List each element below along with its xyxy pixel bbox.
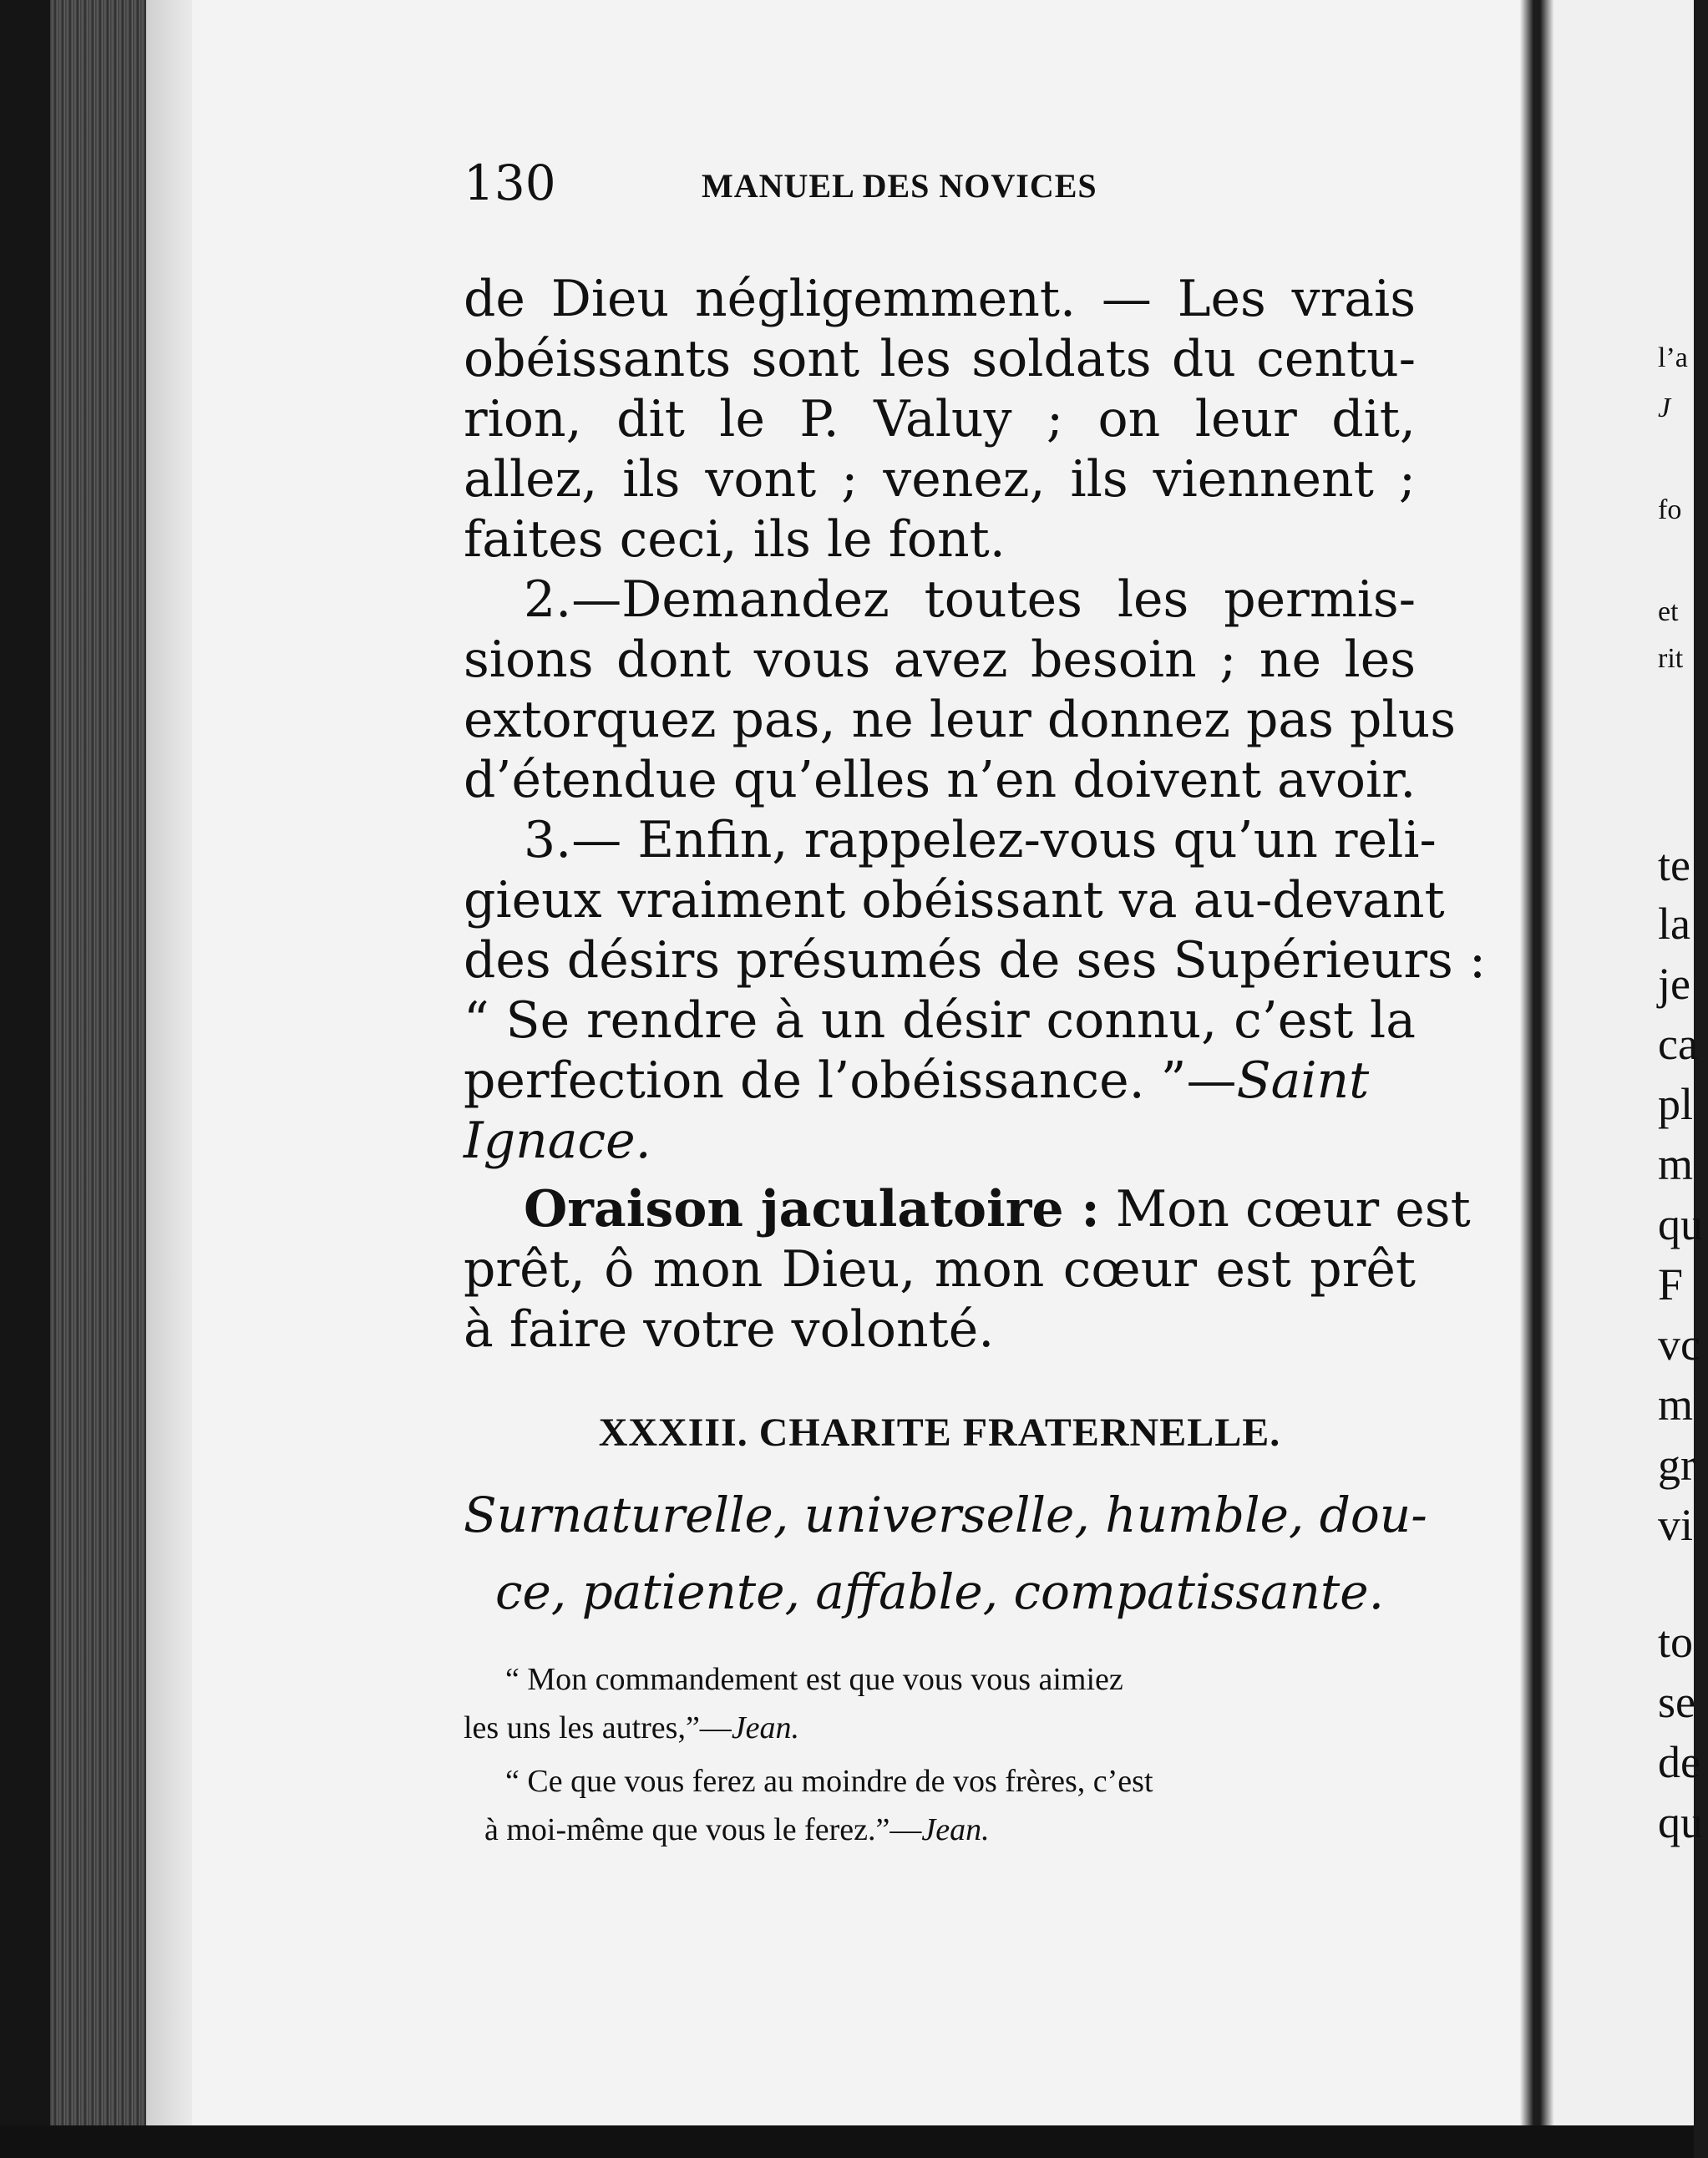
facing-fragment: to — [1658, 1617, 1694, 1667]
quote-1-line-1: “ Mon commandement est que vous vous aimiez — [505, 1662, 1123, 1697]
oraison-label: Oraison jaculatoire : — [524, 1180, 1100, 1239]
body-line-ignace: Ignace. — [464, 1112, 651, 1170]
body-line: 2.—Demandez toutes les permis- — [524, 570, 1416, 629]
oraison-line-2: prêt, ô mon Dieu, mon cœur est prêt — [464, 1240, 1416, 1299]
oraison-line-1 — [524, 1179, 1471, 1239]
facing-fragment: rit — [1658, 643, 1684, 674]
facing-fragment: et — [1658, 596, 1679, 627]
quote-author: Jean. — [921, 1812, 990, 1847]
book-gutter — [1520, 0, 1553, 2158]
body-line: rion, dit le P. Valuy ; on leur dit, — [464, 390, 1416, 448]
body-line: faites ceci, ils le font. — [464, 510, 1006, 569]
body-line: 3.— Enfin, rappelez-vous qu’un reli- — [524, 811, 1437, 869]
scan-bottom-margin — [0, 2125, 1694, 2158]
facing-fragment: de — [1658, 1737, 1700, 1787]
facing-fragment: vc — [1658, 1320, 1700, 1370]
body-line: d’étendue qu’elles n’en doivent avoir. — [464, 751, 1417, 809]
facing-fragment: vi — [1658, 1500, 1694, 1550]
body-line: des désirs présumés de ses Supérieurs : — [464, 931, 1487, 990]
quote-author: Jean. — [731, 1710, 800, 1745]
facing-fragment: gr — [1658, 1440, 1695, 1490]
facing-fragment: pl — [1658, 1079, 1694, 1129]
facing-fragment: m — [1658, 1380, 1694, 1430]
page-number: 130 — [464, 155, 556, 211]
oraison-line-3: à faire votre volonté. — [464, 1300, 995, 1359]
facing-fragment: qu — [1658, 1797, 1703, 1847]
body-line: “ Se rendre à un désir connu, c’est la — [464, 991, 1416, 1050]
body-line: sions dont vous avez besoin ; ne les — [464, 631, 1416, 689]
quote-author: Saint — [1236, 1051, 1370, 1110]
facing-fragment: J — [1658, 393, 1671, 423]
page-header — [464, 155, 1215, 213]
perfection-text: perfection de l’obéissance. ”— — [464, 1051, 1237, 1110]
section-subtitle-1: Surnaturelle, universelle, humble, dou- — [464, 1487, 1427, 1543]
body-line: obéissants sont les soldats du centu- — [464, 330, 1416, 388]
body-line-perfection — [464, 1051, 1416, 1111]
facing-fragment: se — [1658, 1677, 1695, 1727]
quote-1-line-2 — [464, 1707, 1432, 1749]
quote-text: les uns les autres,”— — [464, 1710, 732, 1745]
quote-2-line-2 — [484, 1809, 1453, 1851]
facing-fragment: ca — [1658, 1019, 1698, 1069]
facing-fragment: F — [1658, 1259, 1684, 1309]
scan-margin — [0, 0, 50, 2158]
body-line: gieux vraiment obéissant va au-devant — [464, 871, 1445, 930]
facing-fragment: l’a — [1658, 342, 1688, 373]
quote-text: à moi-même que vous le ferez.”— — [484, 1812, 922, 1847]
facing-fragment: la — [1658, 899, 1690, 949]
facing-fragment: je — [1658, 959, 1690, 1009]
body-line: allez, ils vont ; venez, ils viennent ; — [464, 450, 1416, 509]
section-subtitle-2: ce, patiente, affable, compatissante. — [494, 1563, 1385, 1620]
running-title: MANUEL DES NOVICES — [702, 167, 1097, 205]
section-title: XXXIII. CHARITE FRATERNELLE. — [598, 1411, 1281, 1455]
oraison-text: Mon cœur est — [1099, 1180, 1471, 1239]
facing-fragment: te — [1658, 840, 1690, 890]
quote-2-line-1: “ Ce que vous ferez au moindre de vos frères, c’est — [505, 1764, 1153, 1799]
body-line: de Dieu négligemment. — Les vrais — [464, 270, 1416, 328]
facing-fragment: m — [1658, 1139, 1694, 1189]
body-line: extorquez pas, ne leur donnez pas plus — [464, 691, 1457, 749]
facing-fragment: qu — [1658, 1199, 1703, 1249]
facing-fragment: fo — [1658, 494, 1682, 525]
